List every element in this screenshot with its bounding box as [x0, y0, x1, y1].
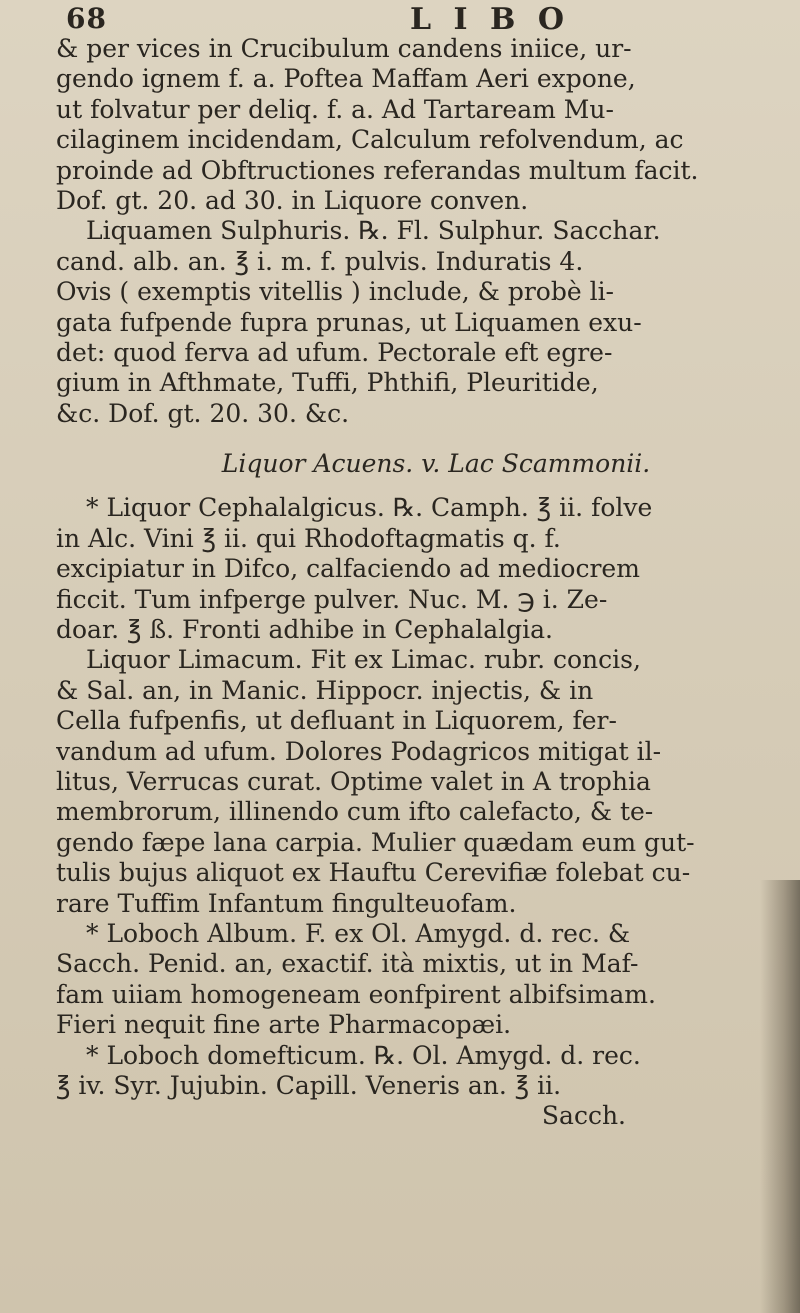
text-line: Cella fufpenfis, ut defluant in Liquorem, fer- [56, 706, 617, 736]
text-line: Fieri nequit fine arte Pharmacopæi. [56, 1010, 512, 1040]
text-line: membrorum, illinendo cum ifto calefacto, & te- [56, 797, 654, 827]
body-text [56, 34, 776, 1132]
text-line: proinde ad Obftructiones referandas multum facit. [56, 155, 699, 185]
text-line: in Alc. Vini ℥ ii. qui Rhodoftagmatis q. f. [56, 523, 561, 553]
entry-liquor-limacum: Liquor Limacum. Fit ex Limac. rubr. concis, [86, 645, 641, 675]
text-line: Sacch. Penid. an, exactif. ità mixtis, ut in Maf- [56, 949, 639, 979]
cross-reference-heading: Liquor Acuens. v. Lac Scammonii. [221, 449, 651, 479]
text-line: gium in Afthmate, Tuffi, Phthifi, Pleuritide, [56, 368, 599, 398]
text-line: Dof. gt. 20. ad 30. in Liquore conven. [56, 185, 529, 215]
page-header [60, 2, 740, 38]
entry-loboch-domesticum: * Loboch domefticum. ℞. Ol. Amygd. d. rec. [86, 1040, 641, 1070]
text-line: ficcit. Tum infperge pulver. Nuc. M. ℈ i. Ze- [56, 584, 608, 614]
text-line: doar. ℥ ß. Fronti adhibe in Cephalalgia. [56, 615, 553, 645]
text-line: cilaginem incidendam, Calculum refolvendum, ac [56, 125, 684, 155]
text-line: excipiatur in Difco, calfaciendo ad mediocrem [56, 554, 640, 584]
page-number: 68 [66, 2, 107, 35]
entry-liquamen-sulphuris: Liquamen Sulphuris. ℞. Fl. Sulphur. Sacchar. [86, 216, 661, 246]
catchword: Sacch. [541, 1101, 626, 1131]
entry-liquor-cephalalgicus: * Liquor Cephalalgicus. ℞. Camph. ℥ ii. folve [86, 493, 653, 523]
text-line: vandum ad ufum. Dolores Podagricos mitigat il- [56, 736, 662, 766]
text-line: gendo ignem f. a. Poftea Maffam Aeri expone, [56, 64, 636, 94]
text-line: det: quod ferva ad ufum. Pectorale eft egre- [56, 337, 613, 367]
text-line: ut folvatur per deliq. f. a. Ad Tartaream Mu- [56, 94, 614, 124]
text-line: & Sal. an, in Manic. Hippocr. injectis, & in [56, 675, 594, 705]
text-line: cand. alb. an. ℥ i. m. f. pulvis. Induratis 4. [56, 246, 584, 276]
text-line: Ovis ( exemptis vitellis ) include, & probè li- [56, 277, 615, 307]
text-line: gendo fæpe lana carpia. Mulier quædam eum gut- [56, 827, 695, 857]
text-line: & per vices in Crucibulum candens iniice, ur- [56, 34, 632, 63]
text-line: rare Tuffim Infantum fingulteuofam. [56, 888, 517, 918]
text-line: &c. Dof. gt. 20. 30. &c. [56, 398, 350, 428]
text-line: litus, Verrucas curat. Optime valet in A trophia [56, 766, 651, 796]
text-line: fam uiiam homogeneam eonfpirent albifsimam. [56, 979, 656, 1009]
entry-loboch-album: * Loboch Album. F. ex Ol. Amygd. d. rec. & [86, 918, 631, 948]
text-line: gata fufpende fupra prunas, ut Liquamen exu- [56, 307, 642, 337]
spacer [56, 479, 776, 493]
text-line: ℥ iv. Syr. Jujubin. Capill. Veneris an. ℥ ii. [56, 1070, 562, 1100]
text-line: tulis bujus aliquot ex Hauftu Cerevifiæ folebat cu- [56, 858, 691, 888]
running-head: L I B O [410, 2, 570, 37]
